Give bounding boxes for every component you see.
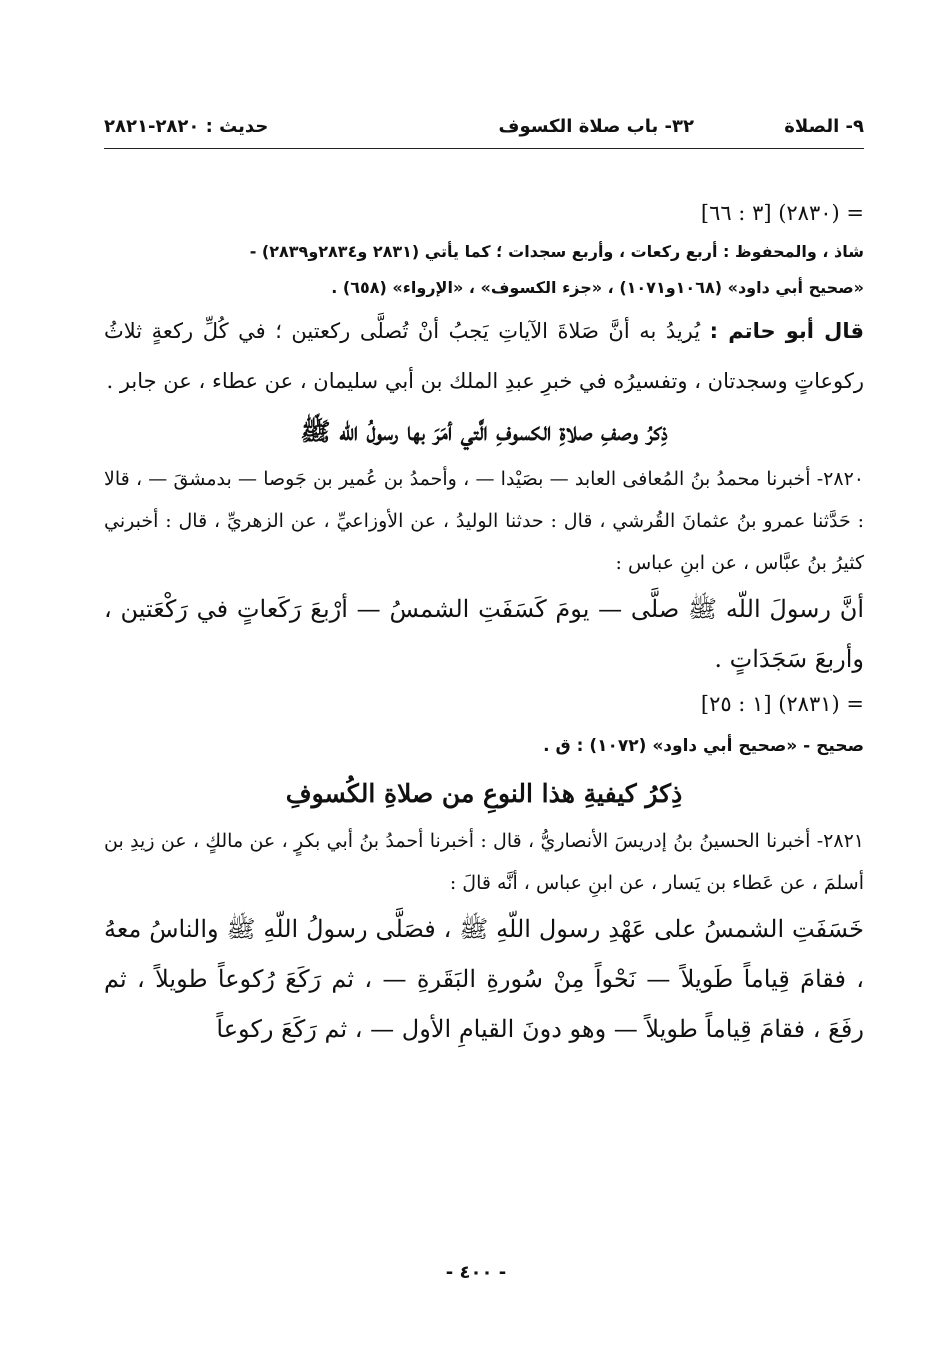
- hadith-2821-isnad: ٢٨٢١- أخبرنا الحسينُ بنُ إدريسَ الأنصاريُّ ، قال : أخبرنا أحمدُ بنُ أبي بكرٍ ، عن مالكٍ ، عن زيدِ بن أسلمَ ، عن عَطاء بن يَسار ، عن ابنِ عباس ، أنَّه قالَ :: [104, 830, 864, 894]
- page-body: [104, 192, 864, 1054]
- hadith-2820-verdict: صحيح - «صحيح أبي داود» (١٠٧٢) : ق .: [543, 736, 864, 756]
- grading-line-1: شاذ ، والمحفوظ : أربع ركعات ، وأربع سجدات ؛ كما يأتي (٢٨٣١ و٢٨٣٤و٢٨٣٩) -: [249, 242, 864, 261]
- section-heading-1: ذِكرُ وصفِ صلاةِ الكسوفِ الَّتي أمَرَ بها رسولُ اللّه ﷺ: [300, 417, 668, 446]
- commentary-text: يُريدُ به أنَّ صَلاةَ الآياتِ يَجبُ أنْ تُصلَّى ركعتين ؛ في كُلِّ ركعةٍ ثلاثُ ركوعاتٍ وسجدتان ، وتفسيرُه في خبرِ عبدِ الملك بن أبي سليمان ، عن عطاء ، عن جابر .: [104, 319, 864, 393]
- commentary-speaker: قال أبو حاتم :: [709, 319, 865, 343]
- previous-hadith-reference: = (٢٨٣٠) [٣ : ٦٦]: [700, 201, 864, 225]
- header-chapter-title: ٣٢- باب صلاة الكسوف: [498, 116, 694, 137]
- header-book-title: ٩- الصلاة: [784, 116, 864, 137]
- header-hadith-range: حديث : ٢٨٢٠-٢٨٢١: [104, 116, 269, 137]
- hadith-2820-reference: = (٢٨٣١) [١ : ٢٥]: [700, 692, 864, 716]
- abu-hatim-commentary: [104, 306, 864, 406]
- page-number: - ٤٠٠ -: [445, 1262, 507, 1283]
- hadith-2820-isnad: ٢٨٢٠- أخبرنا محمدُ بنُ المُعافى العابد — بصَيْدا — ، وأحمدُ بن عُمير بن جَوصا — بدمشقَ — ، قالا : حَدَّثنا عمرو بنُ عثمانَ القُرشي ، قال : حدثنا الوليدُ ، عن الأوزاعيِّ ، عن الزهريِّ ، قال : أخبرني كثيرُ بنُ عبَّاس ، عن ابنِ عباس :: [104, 468, 864, 574]
- header-divider: [104, 148, 864, 149]
- previous-hadith-grading: [104, 234, 864, 306]
- section-heading-2: ذِكرُ كيفيةِ هذا النوعِ من صلاةِ الكُسوفِ: [285, 779, 683, 808]
- hadith-2820-matn: أنَّ رسولَ اللّه ﷺ صلَّى — يومَ كَسَفَتِ الشمسُ — أرْبعَ رَكَعاتٍ في رَكْعَتين ، وأربعَ سَجَدَاتٍ .: [104, 595, 864, 673]
- running-header: [104, 112, 864, 146]
- hadith-2821-matn: خَسَفَتِ الشمسُ على عَهْدِ رسول اللّهِ ﷺ ، فصَلَّى رسولُ اللّهِ ﷺ والناسُ معهُ ، فقامَ قِياماً طَويلاً — نَحْواً مِنْ سُورةِ البَقَرةِ — ، ثم رَكَعَ رُكوعاً طويلاً ، ثم رفَعَ ، فقامَ قِياماً طويلاً — وهو دونَ القيامِ الأول — ، ثم رَكَعَ ركوعاً: [104, 915, 864, 1043]
- grading-line-2: «صحيح أبي داود» (١٠٦٨و١٠٧١) ، «جزء الكسوف» ، «الإرواء» (٦٥٨) .: [331, 278, 864, 297]
